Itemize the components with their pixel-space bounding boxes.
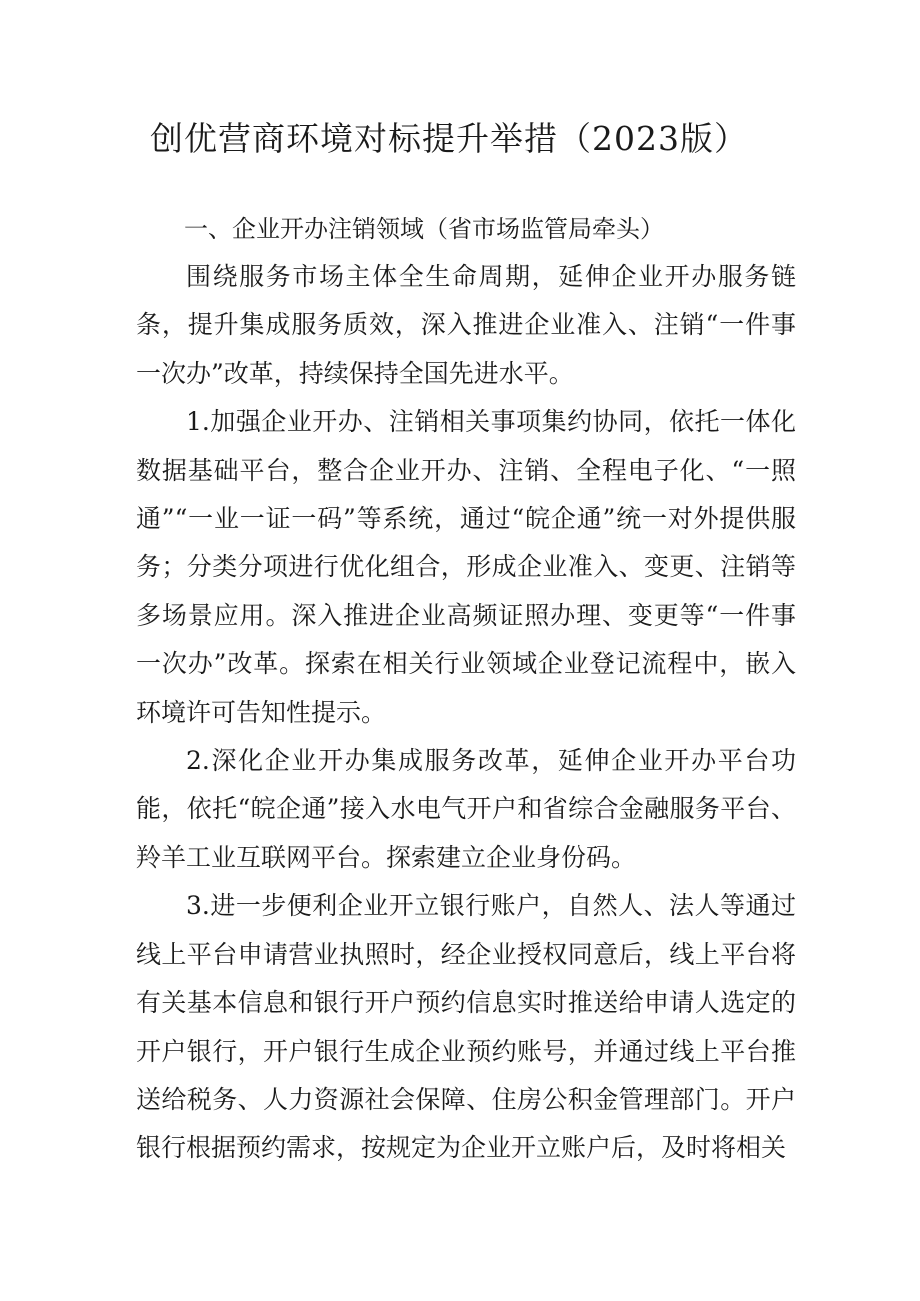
paragraph-item-1: 1.加强企业开办、注销相关事项集约协同，依托一体化数据基础平台，整合企业开办、注销、全程电子化、“一照通”“一业一证一码”等系统，通过“皖企通”统一对外提供服务；分类分项进行优化组合，形成企业准入、变更、注销等多场景应用。深入推进企业高频证照办理、变更等“一件事一次办”改革。探索在相关行业领域企业登记流程中，嵌入环境许可告知性提示。 [136, 407, 796, 727]
paragraph-item-3: 3.进一步便利企业开立银行账户，自然人、法人等通过线上平台申请营业执照时，经企业授权同意后，线上平台将有关基本信息和银行开户预约信息实时推送给申请人选定的开户银行，开户银行生成企业预约账号，并通过线上平台推送给税务、人力资源社会保障、住房公积金管理部门。开户银行根据预约需求，按规定为企业开立账户后，及时将相关 [136, 891, 796, 1163]
paragraph-item-2: 2.深化企业开办集成服务改革，延伸企业开办平台功能，依托“皖企通”接入水电气开户和省综合金融服务平台、羚羊工业互联网平台。探索建立企业身份码。 [136, 746, 796, 872]
section-heading: 一、企业开办注销领域（省市场监管局牵头） [184, 215, 664, 243]
document-body [136, 205, 796, 1173]
document-title: 创优营商环境对标提升举措（2023版） [150, 119, 748, 158]
paragraph-intro: 围绕服务市场主体全生命周期，延伸企业开办服务链条，提升集成服务质效，深入推进企业准入、注销“一件事一次办”改革，持续保持全国先进水平。 [136, 262, 796, 388]
